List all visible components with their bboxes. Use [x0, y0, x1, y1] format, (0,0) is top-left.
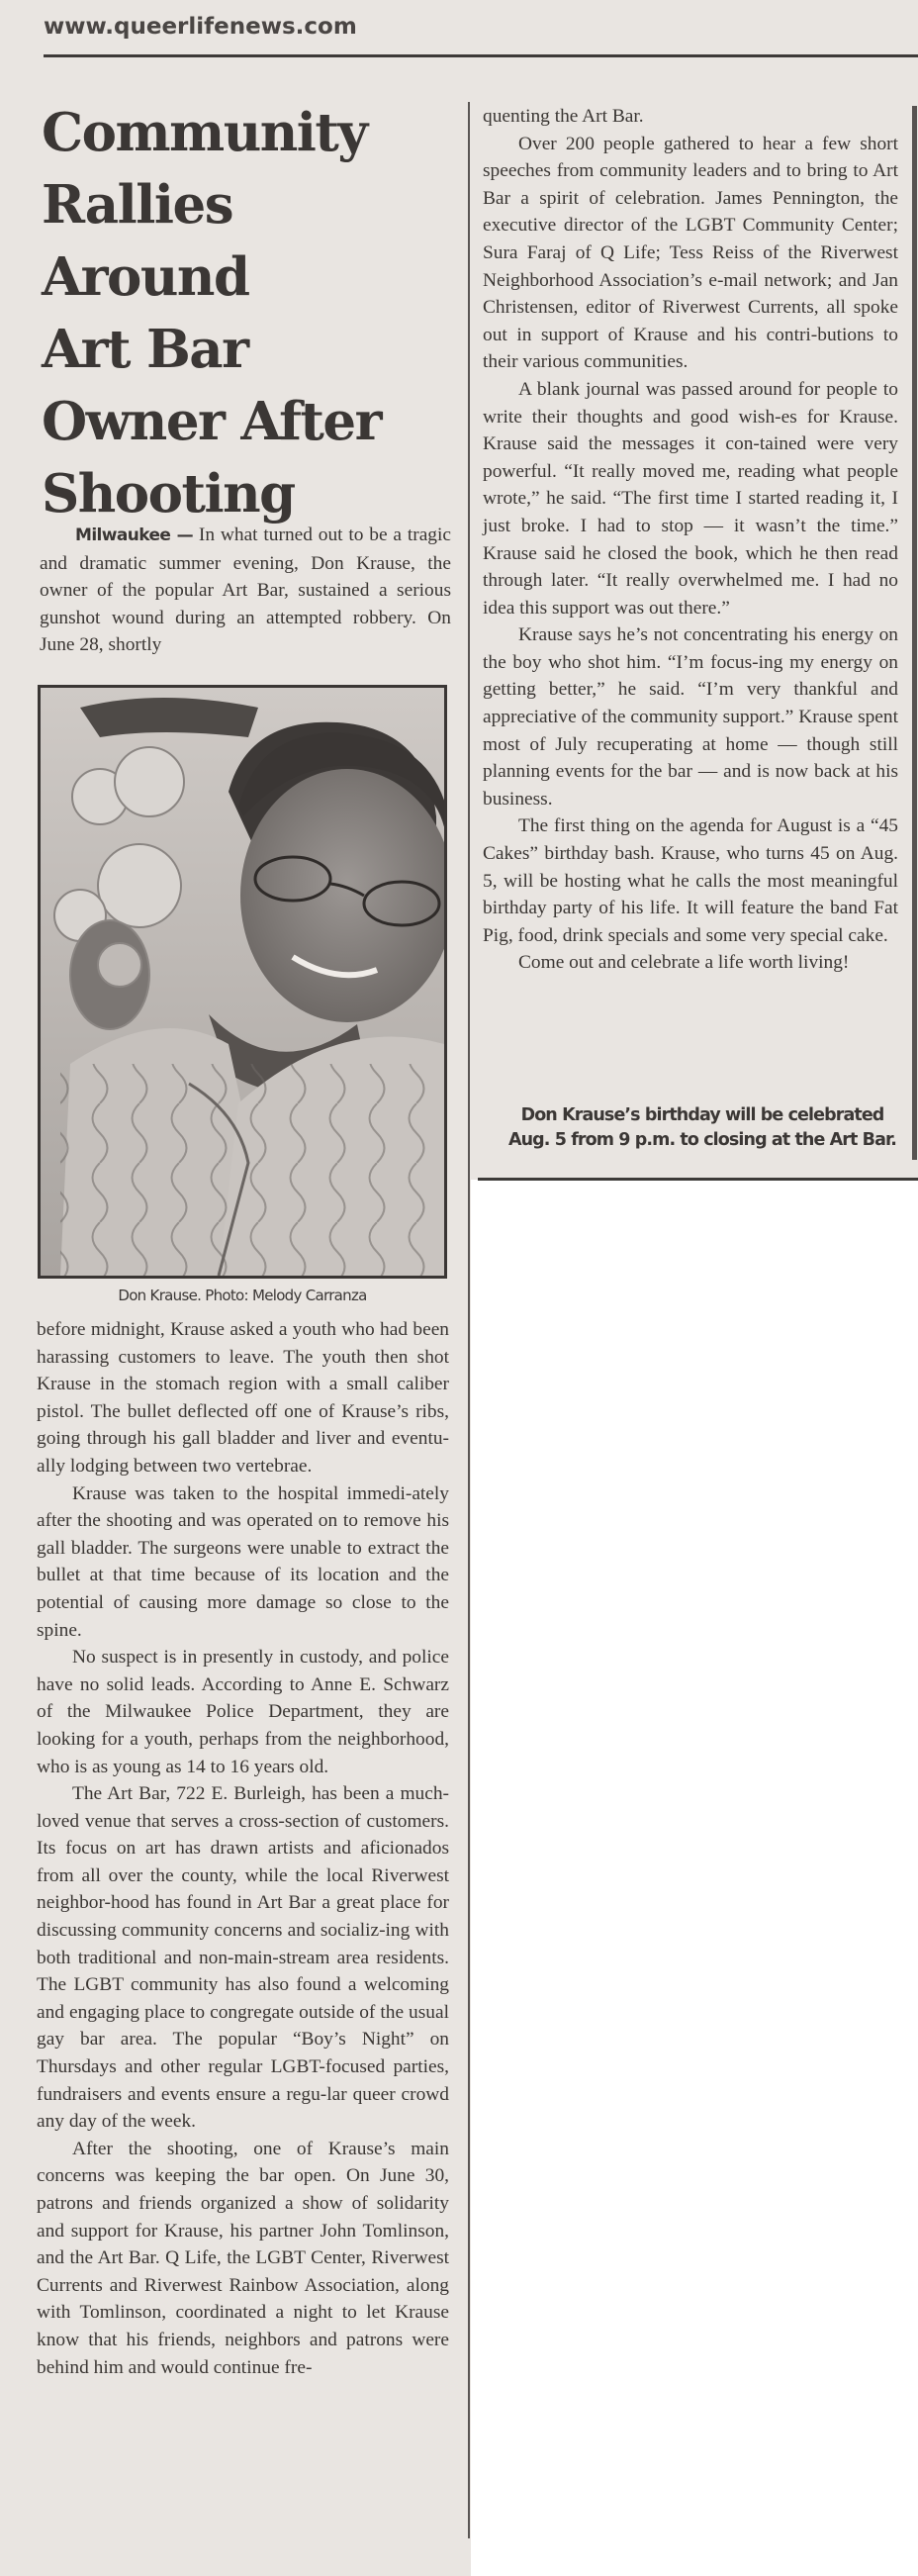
paragraph: No suspect is in presently in custody, and police have no solid leads. According to Anne E. Schwarz of the Milwaukee Police Department, they are looking for a youth, perhaps from the neighborhood, who is as young as 14 to 16 years old.	[37, 1647, 449, 1777]
paragraph: A blank journal was passed around for people to write their thoughts and good wish-es for Krause. Krause said the messages it con-tained were very powerful. “It really moved me, reading what people wrote,” he said. “The first time I started reading it, I just broke. I had to stop — it wasn’t the time.” Krause said he closed the book, which he then read through later. “It really overwhelmed me. I had no idea this support was out there.”	[483, 378, 898, 619]
dateline: Milwaukee —	[75, 525, 194, 545]
headline	[42, 97, 457, 530]
portrait-photo-image	[41, 688, 444, 1276]
article-left-column	[37, 1316, 449, 2381]
event-note-line: Aug. 5 from 9 p.m. to closing at the Art Bar.	[507, 1130, 897, 1150]
paragraph: before midnight, Krause asked a youth who had been harassing customers to leave. The youth then shot Krause in the stomach region with a small caliber pistol. The bullet deflected off one of Krause’s ribs, going through his gall bladder and liver and eventu-ally lodging between two vertebrae.	[37, 1319, 449, 1477]
paragraph: Krause says he’s not concentrating his energy on the boy who shot him. “I’m focus-ing my energy on getting better,” he said. “I’m very thankful and appreciative of the community support.” Krause spent most of July recuperating at home — though still planning events for the bar — and is now back at his business.	[483, 624, 898, 810]
headline-line: Community	[42, 102, 367, 163]
right-box-border	[912, 106, 917, 1160]
lead-text: In what turned out to be a tragic and dramatic summer evening, Don Krause, the owner of the popular Art Bar, sustained a serious gunshot wound during an attempted robbery. On June 28, shortly	[40, 525, 451, 656]
headline-line: Rallies	[42, 174, 233, 236]
article-right-column	[483, 103, 898, 977]
photo-caption: Don Krause. Photo: Melody Carranza	[118, 1287, 367, 1304]
article-lead	[40, 522, 451, 659]
paragraph: After the shooting, one of Krause’s main concerns was keeping the bar open. On June 30, patrons and friends organized a show of solidarity and support for Krause, his partner John Tomlinson, and the Art Bar. Q Life, the LGBT Center, Riverwest Currents and Riverwest Rainbow Association, along with Tomlinson, coordinated a night to let Krause know that his friends, neighbors and patrons were behind him and would continue fre-	[37, 2138, 449, 2378]
paragraph: The Art Bar, 722 E. Burleigh, has been a much-loved venue that serves a cross-section of customers. Its focus on art has drawn artists and aficionados from all over the county, while the local Riverwest neighbor-hood has found in Art Bar a great place for discussing community concerns and socializ-ing with both traditional and non-main-stream area residents. The LGBT community has also found a welcoming and engaging place to congregate outside of the usual gay bar area. The popular “Boy’s Night” on Thursdays and other regular LGBT-focused parties, fundraisers and events ensure a regu-lar queer crowd any day of the week.	[37, 1783, 449, 2133]
headline-line: Owner After	[42, 391, 382, 452]
right-column-bottom-rule	[478, 1178, 918, 1181]
paragraph: The first thing on the agenda for August is a “45 Cakes” birthday bash. Krause, who turns 45 on Aug. 5, will be hosting what he calls the most meaningful birthday party of his life. It will feature the band Fat Pig, food, drink specials and some very special cake.	[483, 815, 898, 946]
portrait-photo	[38, 685, 447, 1279]
event-note-line: Don Krause’s birthday will be celebrated	[520, 1105, 884, 1125]
headline-line: Art Bar	[42, 319, 248, 380]
site-url: www.queerlifenews.com	[44, 14, 357, 40]
paragraph: Over 200 people gathered to hear a few short speeches from community leaders and to bring to Art Bar a spirit of celebration. James Pennington, the executive director of the LGBT Community Center; Sura Faraj of Q Life; Tess Reiss of the Riverwest Neighborhood Association’s e-mail network; and Jan Christensen, editor of Riverwest Currents, all spoke out in support of Krause and his contri-butions to their various communities.	[483, 133, 898, 373]
column-divider	[468, 102, 470, 2538]
headline-line: Around	[42, 246, 249, 308]
header-rule	[44, 54, 918, 57]
paragraph: quenting the Art Bar.	[483, 106, 644, 127]
headline-line: Shooting	[42, 463, 295, 525]
paragraph: Krause was taken to the hospital immedi-ately after the shooting and was operated on to remove his gall bladder. The surgeons were unable to extract the bullet at that time because of its location and the potential of causing more damage so close to the spine.	[37, 1482, 449, 1641]
event-note	[505, 1103, 900, 1153]
closing-line: Come out and celebrate a life worth living!	[518, 952, 850, 974]
